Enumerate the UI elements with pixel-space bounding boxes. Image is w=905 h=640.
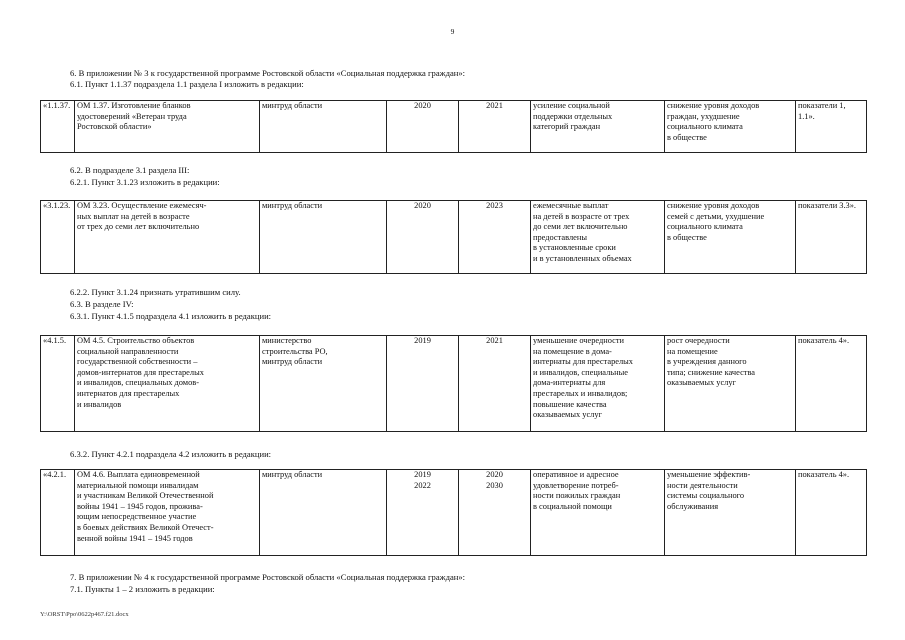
page-number: 9 [450, 27, 455, 36]
paragraph-7-1: 7.1. Пункты 1 – 2 изложить в редакции: [70, 584, 215, 594]
cell-start-year: 2020 [387, 201, 459, 274]
cell-result: оперативное и адресное удовлетворение потреб- ности пожилых граждан в социальной помощи [531, 470, 665, 556]
cell-executor: министерство строительства РО, минтруд области [260, 336, 387, 432]
paragraph-6-2-2: 6.2.2. Пункт 3.1.24 признать утратившим силу. [70, 287, 241, 297]
paragraph-6-2-1: 6.2.1. Пункт 3.1.23 изложить в редакции: [70, 177, 220, 187]
table-row [41, 101, 867, 153]
cell-consequence: уменьшение эффектив- ности деятельности системы социального обслуживания [665, 470, 796, 556]
cell-name: ОМ 3.23. Осуществление ежемесяч- ных выплат на детей в возрасте от трех до семи лет включительно [75, 201, 260, 274]
cell-result: уменьшение очередности на помещение в дома- интернаты для престарелых и инвалидов, специальные дома-интернаты для престарелых и инвалидов; повышение качества оказываемых услуг [531, 336, 665, 432]
cell-consequence: снижение уровня доходов семей с детьми, ухудшение социального климата в обществе [665, 201, 796, 274]
paragraph-6-3: 6.3. В разделе IV: [70, 299, 134, 309]
cell-start-year: 2019 2022 [387, 470, 459, 556]
cell-start-year: 2020 [387, 101, 459, 153]
paragraph-6-2: 6.2. В подразделе 3.1 раздела III: [70, 165, 190, 175]
paragraph-6-3-1: 6.3.1. Пункт 4.1.5 подраздела 4.1 изложить в редакции: [70, 311, 272, 321]
cell-consequence: снижение уровня доходов граждан, ухудшение социального климата в обществе [665, 101, 796, 153]
cell-number: «1.1.37. [41, 101, 75, 153]
cell-executor: минтруд области [260, 201, 387, 274]
paragraph-6-1: 6.1. Пункт 1.1.37 подраздела 1.1 раздела I изложить в редакции: [70, 79, 304, 89]
table-item-1-1-37 [40, 100, 867, 153]
paragraph-7: 7. В приложении № 4 к государственной программе Ростовской области «Социальная поддержка граждан»: [70, 572, 466, 582]
cell-name: ОМ 4.5. Строительство объектов социальной направленности государственной собственности – домов-интернатов для престарелых и инвалидов, специальных домов- интернатов для престарелых и инвалидов [75, 336, 260, 432]
table-item-4-2-1 [40, 469, 867, 556]
table-row [41, 470, 867, 556]
cell-end-year: 2021 [459, 101, 531, 153]
cell-indicator: показатель 4». [796, 336, 867, 432]
cell-number: «4.1.5. [41, 336, 75, 432]
cell-number: «3.1.23. [41, 201, 75, 274]
cell-indicator: показатель 4». [796, 470, 867, 556]
cell-name: ОМ 4.6. Выплата единовременной материальной помощи инвалидам и участникам Великой Отечественной войны 1941 – 1945 годов, прожива- ющим непосредственное участие в боевых действиях Великой Отечест- венной войны 1941 – 1945 годов [75, 470, 260, 556]
cell-result: усиление социальной поддержки отдельных категорий граждан [531, 101, 665, 153]
table-item-3-1-23 [40, 200, 867, 274]
cell-start-year: 2019 [387, 336, 459, 432]
cell-name: ОМ 1.37. Изготовление бланков удостоверений «Ветеран труда Ростовской области» [75, 101, 260, 153]
cell-number: «4.2.1. [41, 470, 75, 556]
file-path-footer: Y:\ORST\Ppo\0622p467.f21.docx [40, 611, 129, 618]
cell-indicator: показатели 1, 1.1». [796, 101, 867, 153]
cell-result: ежемесячные выплат на детей в возрасте от трех до семи лет включительно предоставлены в установленные сроки и в установленных объемах [531, 201, 665, 274]
cell-end-year: 2023 [459, 201, 531, 274]
cell-consequence: рост очередности на помещение в учреждения данного типа; снижение качества оказываемых услуг [665, 336, 796, 432]
paragraph-6: 6. В приложении № 3 к государственной программе Ростовской области «Социальная поддержка граждан»: [70, 68, 466, 78]
cell-executor: минтруд области [260, 101, 387, 153]
table-row [41, 201, 867, 274]
paragraph-6-3-2: 6.3.2. Пункт 4.2.1 подраздела 4.2 изложить в редакции: [70, 449, 272, 459]
table-item-4-1-5 [40, 335, 867, 432]
cell-end-year: 2021 [459, 336, 531, 432]
cell-indicator: показатели 3.3». [796, 201, 867, 274]
cell-end-year: 2020 2030 [459, 470, 531, 556]
cell-executor: минтруд области [260, 470, 387, 556]
table-row [41, 336, 867, 432]
